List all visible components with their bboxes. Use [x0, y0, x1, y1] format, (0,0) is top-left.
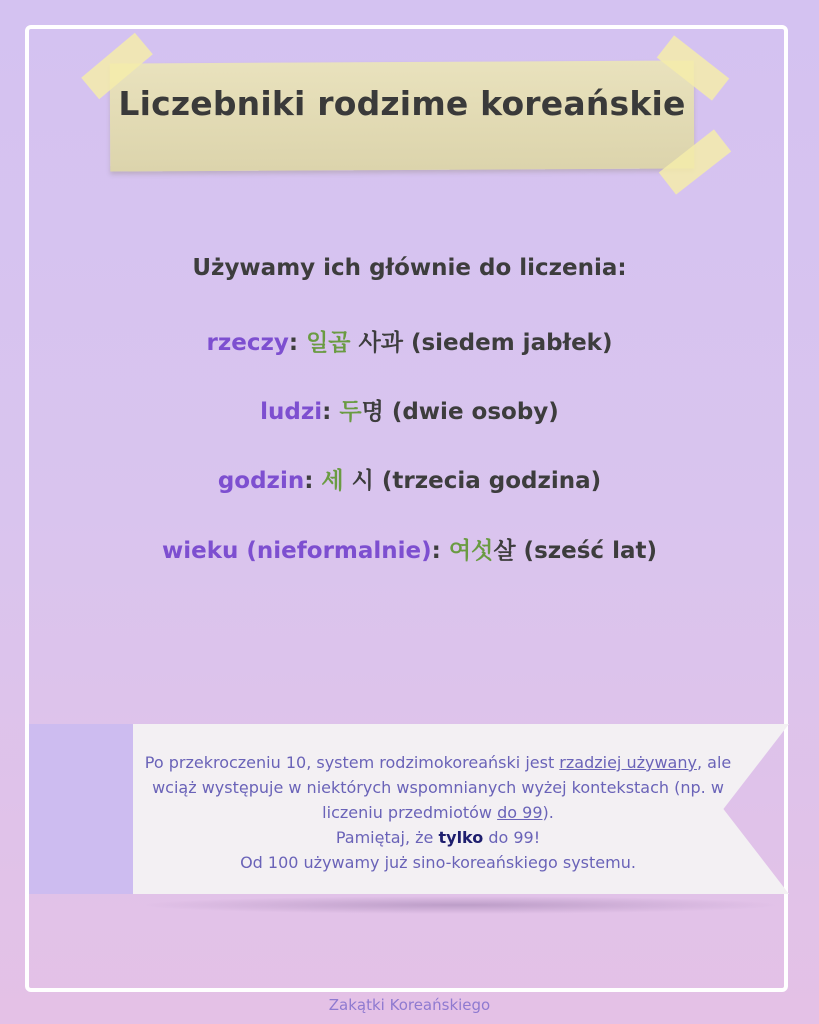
note-underline: rzadziej używany [559, 753, 697, 772]
note-part: do 99! [483, 828, 541, 847]
korean-number: 세 [321, 468, 344, 494]
example-row: wieku (nieformalnie): 여섯살 (sześć lat) [162, 538, 657, 564]
note-text [133, 750, 743, 875]
page-title: Liczebniki rodzime koreańskie [118, 84, 686, 123]
footer-brand: Zakątki Koreańskiego [328, 996, 491, 1014]
example-row: rzeczy: 일곱 사과 (siedem jabłek) [206, 330, 613, 356]
note-underline: do 99 [497, 803, 543, 822]
translation: (dwie osoby) [383, 399, 559, 425]
note-part: , ale wciąż występuje w niektórych wspomnianych wyżej kontekstach (np. w liczeniu przedmiotów [152, 753, 732, 822]
note-part: Po przekroczeniu 10, system rodzimokoreański jest [144, 753, 560, 772]
example-category: wieku (nieformalnie) [162, 538, 432, 564]
translation: (siedem jabłek) [402, 330, 613, 356]
korean-rest: 사과 [350, 330, 403, 356]
note-part: ). [542, 803, 554, 822]
example-row: godzin: 세 시 (trzecia godzina) [217, 468, 602, 494]
korean-number: 여섯 [448, 538, 494, 564]
korean-rest: 살 [493, 538, 516, 564]
translation: (sześć lat) [515, 538, 657, 564]
ribbon-accent [29, 724, 133, 894]
translation: (trzecia godzina) [373, 468, 602, 494]
note-emphasis: tylko [438, 828, 484, 847]
ribbon-shadow [140, 896, 780, 914]
korean-rest: 시 [343, 468, 374, 494]
example-category: ludzi [260, 399, 323, 425]
korean-number: 두 [339, 399, 362, 425]
korean-number: 일곱 [306, 330, 351, 356]
korean-rest: 명 [361, 399, 384, 425]
intro-text: Używamy ich głównie do liczenia: [192, 255, 627, 281]
note-part: Od 100 używamy już sino-koreańskiego systemu. [240, 853, 636, 872]
example-row: ludzi: 두명 (dwie osoby) [260, 399, 559, 425]
example-category: rzeczy [206, 330, 289, 356]
note-part: Pamiętaj, że [335, 828, 439, 847]
example-category: godzin [217, 468, 305, 494]
